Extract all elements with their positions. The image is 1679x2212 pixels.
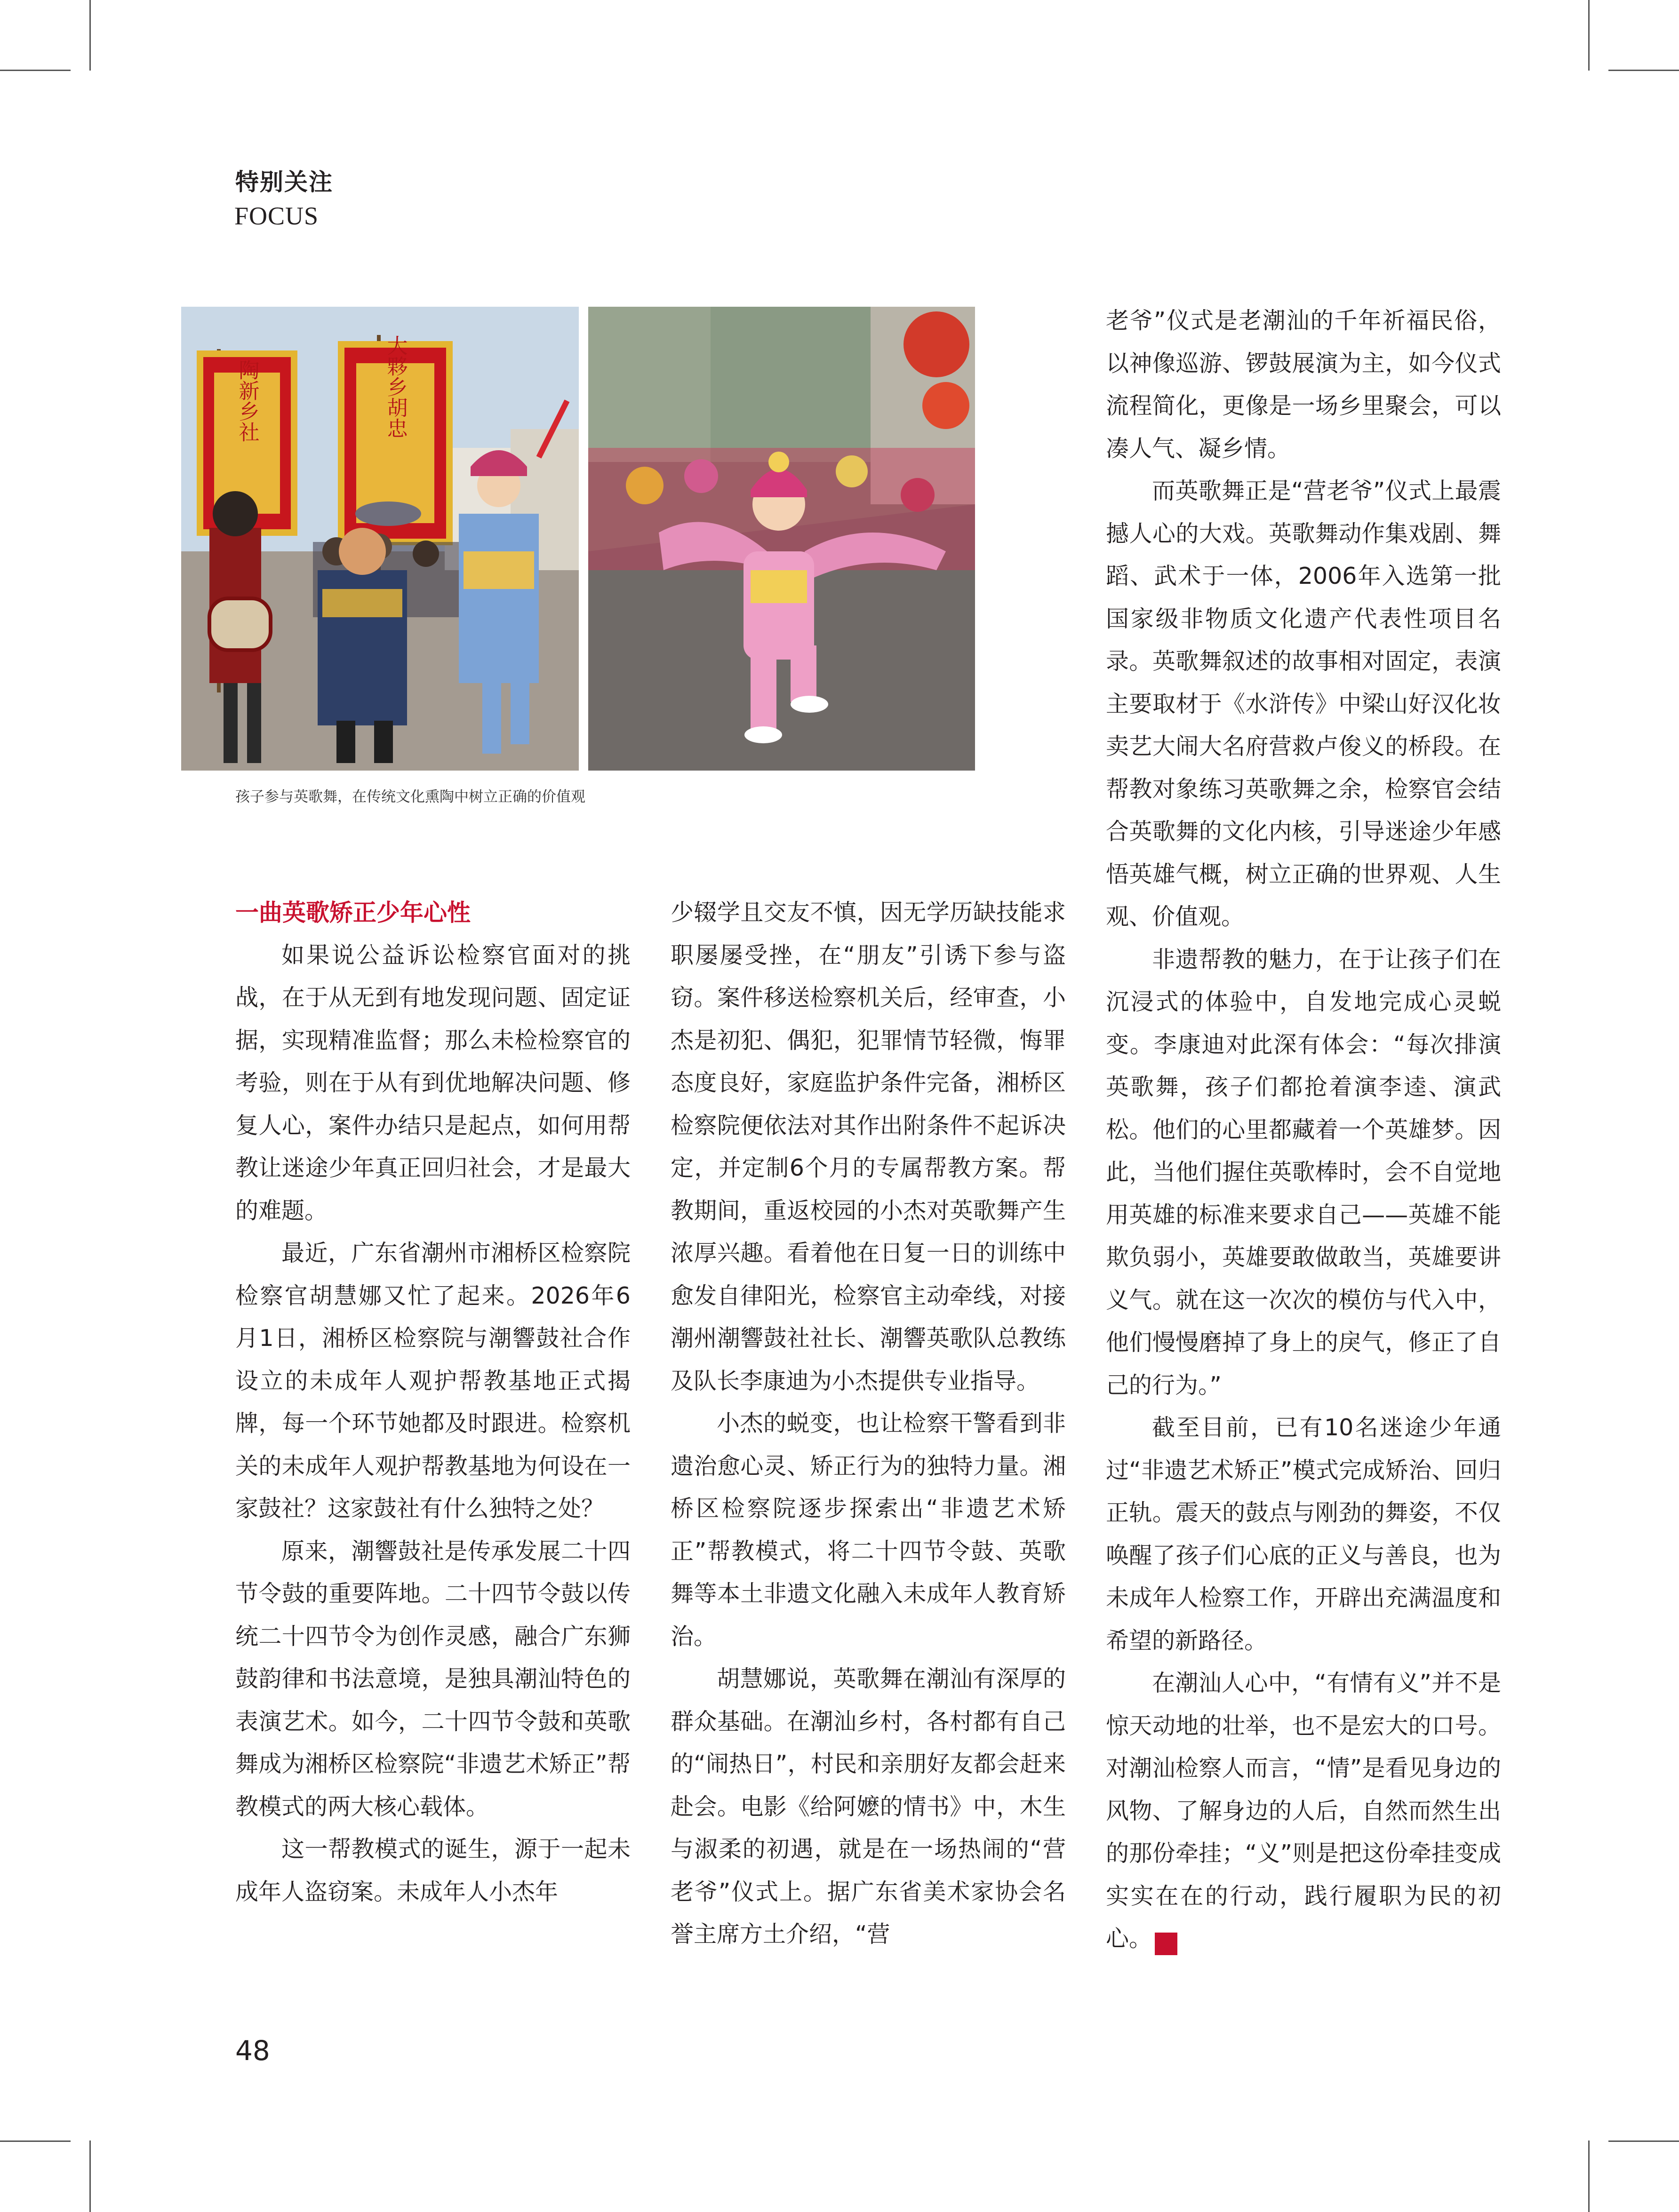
paragraph: 小杰的蜕变，也让检察干警看到非遗治愈心灵、矫正行为的独特力量。湘桥区检察院逐步探索出“非遗艺术矫正”帮教模式，将二十四节令鼓、英歌舞等本土非遗文化融入未成年人教育矫治。 (671, 1410, 1066, 1650)
paragraph-text: 在潮汕人心中，“有情有义”并不是惊天动地的壮举，也不是宏大的口号。对潮汕检察人而言，“情”是看见身边的风物、了解身边的人后，自然而然生出的那份牵挂；“义”则是把这份牵挂变成实实在在的行动，践行履职为民的初心。 (1106, 1670, 1501, 1952)
crop-mark (1608, 70, 1679, 71)
paragraph: 非遗帮教的魅力，在于让孩子们在沉浸式的体验中，自发地完成心灵蜕变。李康迪对此深有体会：“每次排演英歌舞，孩子们都抢着演李逵、演武松。他们的心里都藏着一个英雄梦。因此，当他们握住英歌棒时，会不自觉地用英雄的标准来要求自己——英雄不能欺负弱小，英雄要敢做敢当，英雄要讲义气。就在这一次次的模仿与代入中，他们慢慢磨掉了身上的戾气，修正了自己的行为。” (1106, 946, 1501, 1399)
photo-caption: 孩子参与英歌舞，在传统文化熏陶中树立正确的价值观 (235, 788, 585, 805)
crop-mark (89, 0, 91, 71)
section-title: 特别关注 (235, 168, 333, 196)
paragraph: 截至目前，已有10名迷途少年通过“非遗艺术矫正”模式完成矫治、回归正轨。震天的鼓点与刚劲的舞姿，不仅唤醒了孩子们心底的正义与善良，也为未成年人检察工作，开辟出充满温度和希望的新路径。 (1106, 1414, 1501, 1654)
photo-parade (181, 307, 579, 771)
crop-mark (0, 2140, 71, 2142)
paragraph: 原来，潮響鼓社是传承发展二十四节令鼓的重要阵地。二十四节令鼓以传统二十四节令为创作灵感，融合广东狮鼓韵律和书法意境，是独具潮汕特色的表演艺术。如今，二十四节令鼓和英歌舞成为湘桥区检察院“非遗艺术矫正”帮教模式的两大核心载体。 (235, 1537, 631, 1820)
paragraph: 少辍学且交友不慎，因无学历缺技能求职屡屡受挫，在“朋友”引诱下参与盗窃。案件移送检察机关后，经审查，小杰是初犯、偶犯，犯罪情节轻微，悔罪态度良好，家庭监护条件完备，湘桥区检察院便依法对其作出附条件不起诉决定，并定制6个月的专属帮教方案。帮教期间，重返校园的小杰对英歌舞产生浓厚兴趣。看着他在日复一日的训练中愈发自律阳光，检察官主动牵线，对接潮州潮響鼓社社长、潮響英歌队总教练及队长李康迪为小杰提供专业指导。 (671, 899, 1066, 1394)
banner-text-left: 陶新乡社 (235, 359, 259, 442)
paragraph: 这一帮教模式的诞生，源于一起未成年人盗窃案。未成年人小杰年 (235, 1836, 631, 1905)
photo-child-dancer (588, 307, 975, 771)
paragraph: 最近，广东省潮州市湘桥区检察院检察官胡慧娜又忙了起来。2026年6月1日，湘桥区检察院与潮響鼓社合作设立的未成年人观护帮教基地正式揭牌，每一个环节她都及时跟进。检察机关的未成年人观护帮教基地为何设在一家鼓社？这家鼓社有什么独特之处？ (235, 1240, 631, 1522)
end-mark-icon: w (1155, 1933, 1177, 1955)
article-column-3 (1106, 300, 1501, 1960)
paragraph (1106, 1662, 1501, 1960)
paragraph: 胡慧娜说，英歌舞在潮汕有深厚的群众基础。在潮汕乡村，各村都有自己的“闹热日”，村民和亲朋好友都会赶来赴会。电影《给阿嬷的情书》中，木生与淑柔的初遇，就是在一场热闹的“营老爷”仪式上。据广东省美术家协会名誉主席方土介绍，“营 (671, 1665, 1066, 1948)
crop-mark (1608, 2140, 1679, 2142)
page-number: 48 (235, 2035, 270, 2067)
paragraph: 老爷”仪式是老潮汕的千年祈福民俗，以神像巡游、锣鼓展演为主，如今仪式流程简化，更像是一场乡里聚会，可以凑人气、凝乡情。 (1106, 307, 1501, 462)
banner-text-right: 大夥乡胡忠 (383, 335, 408, 438)
crop-mark (1588, 2140, 1590, 2212)
paragraph: 而英歌舞正是“营老爷”仪式上最震撼人心的大戏。英歌舞动作集戏剧、舞蹈、武术于一体，2006年入选第一批国家级非物质文化遗产代表性项目名录。英歌舞叙述的故事相对固定，表演主要取材于《水浒传》中梁山好汉化妆卖艺大闹大名府营救卢俊义的桥段。在帮教对象练习英歌舞之余，检察官会结合英歌舞的文化内核，引导迷途少年感悟英雄气概，树立正确的世界观、人生观、价值观。 (1106, 477, 1501, 930)
article-column-1 (235, 891, 631, 1913)
section-title-en: FOCUS (234, 202, 319, 230)
crop-mark (1588, 0, 1590, 71)
crop-mark (89, 2140, 91, 2212)
subheading: 一曲英歌矫正少年心性 (235, 899, 471, 926)
crop-mark (0, 70, 71, 71)
paragraph: 如果说公益诉讼检察官面对的挑战，在于从无到有地发现问题、固定证据，实现精准监督；那么未检检察官的考验，则在于从有到优地解决问题、修复人心，案件办结只是起点，如何用帮教让迷途少年真正回归社会，才是最大的难题。 (235, 941, 631, 1224)
article-column-2 (671, 891, 1066, 1956)
